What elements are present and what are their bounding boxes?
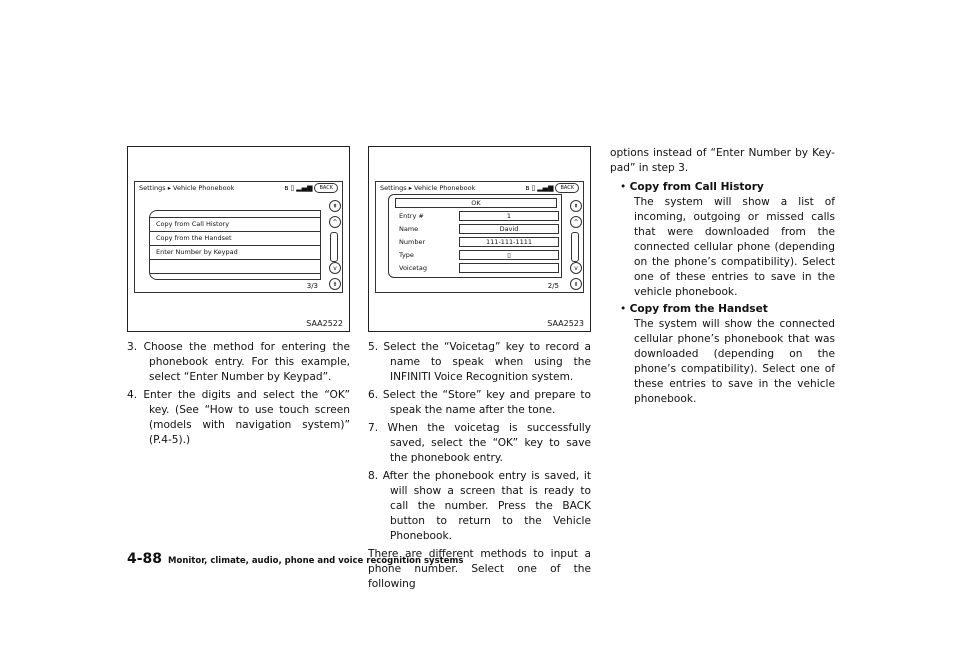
step-5 (368, 340, 591, 385)
back-button[interactable]: BACK (314, 183, 338, 193)
name-field[interactable]: David (459, 224, 559, 234)
column-1 (127, 340, 350, 451)
scroll-top-icon[interactable]: ⇞ (570, 200, 582, 212)
entry-number-field[interactable]: 1 (459, 211, 559, 221)
bluetooth-icon: ʙ (525, 184, 530, 192)
step-8 (368, 469, 591, 544)
page-indicator: 2/5 (547, 282, 559, 290)
figure-caption: SAA2523 (547, 319, 584, 328)
bullet-title: Copy from the Handset (629, 303, 768, 315)
phone-icon: ▯ (290, 184, 295, 192)
list-row-empty (150, 211, 320, 218)
bluetooth-icon: ʙ (284, 184, 289, 192)
scroll-bottom-icon[interactable]: ⇟ (329, 278, 341, 290)
scroll-down-icon[interactable]: v (570, 262, 582, 274)
method-list (149, 210, 321, 280)
figure-saa2522 (127, 146, 350, 332)
bullet-text: The system will show a list of incoming, outgoing or missed calls that were downloaded from the connected cellular phone (depending on the phone’s compatibility). Select one of these entries to save in the vehicle phonebook. (634, 196, 835, 298)
step-3 (127, 340, 350, 385)
list-item-keypad[interactable]: Enter Number by Keypad (150, 246, 320, 260)
status-icons (284, 183, 338, 193)
scroll-bottom-icon[interactable]: ⇟ (570, 278, 582, 290)
voicetag-field[interactable] (459, 263, 559, 273)
ok-button[interactable]: OK (395, 198, 557, 208)
scrollbar[interactable] (571, 232, 579, 262)
figure-saa2523 (368, 146, 591, 332)
scroll-up-icon[interactable]: ^ (329, 216, 341, 228)
field-label: Entry # (399, 212, 424, 220)
step-number: 4. (127, 389, 138, 401)
scroll-down-icon[interactable]: v (329, 262, 341, 274)
type-field[interactable]: ▯ (459, 250, 559, 260)
phonebook-screen (134, 181, 343, 293)
step-number: 3. (127, 341, 138, 353)
step-number: 5. (368, 341, 379, 353)
breadcrumb: Settings ▸ Vehicle Phonebook (139, 184, 235, 192)
signal-icon: ▂▄▆ (296, 184, 313, 192)
breadcrumb: Settings ▸ Vehicle Phonebook (380, 184, 476, 192)
step-number: 6. (368, 389, 379, 401)
bullet-title: Copy from Call History (629, 181, 764, 193)
bullet-call-history (610, 180, 835, 195)
scrollbar[interactable] (330, 232, 338, 262)
step-number: 7. (368, 422, 379, 434)
step-text: Enter the digits and select the “OK” key. (See “How to use touch screen (models with navigation system)” (P.4-5).) (143, 389, 350, 446)
column-3 (610, 146, 835, 409)
entry-form (388, 194, 562, 278)
bullet-text: The system will show the connected cellular phone’s phonebook that was downloaded (depending on the phone’s compatibility). Select one of these entries to save in the vehicle phonebook. (634, 318, 835, 405)
bullet-handset (610, 302, 835, 317)
page-footer (127, 548, 463, 567)
list-item-call-history[interactable]: Copy from Call History (150, 218, 320, 232)
number-field[interactable]: 111-111-1111 (459, 237, 559, 247)
entry-screen (375, 181, 584, 293)
bullet-icon: • (620, 303, 630, 315)
scroll-up-icon[interactable]: ^ (570, 216, 582, 228)
page-number: 4-88 (127, 551, 163, 567)
back-button[interactable]: BACK (555, 183, 579, 193)
list-row-empty (150, 260, 320, 274)
step-text: Select the “Store” key and prepare to speak the name after the tone. (382, 389, 591, 416)
step-text: Select the “Voicetag” key to record a name to speak when using the INFINITI Voice Recognition system. (383, 341, 591, 383)
step-text: Choose the method for entering the phonebook entry. For this example, select “Enter Number by Keypad”. (143, 341, 350, 383)
step-text: After the phonebook entry is saved, it will show a screen that is ready to call the number. Press the BACK button to return to the Vehicle Phonebook. (382, 470, 591, 542)
field-label: Voicetag (399, 264, 427, 272)
list-item-handset[interactable]: Copy from the Handset (150, 232, 320, 246)
page-indicator: 3/3 (306, 282, 318, 290)
section-title: Monitor, climate, audio, phone and voice recognition systems (168, 556, 464, 566)
step-6 (368, 388, 591, 418)
signal-icon: ▂▄▆ (537, 184, 554, 192)
paragraph: options instead of “Enter Number by Key-pad” in step 3. (610, 147, 835, 174)
figure-caption: SAA2522 (306, 319, 343, 328)
field-label: Type (399, 251, 414, 259)
bullet-icon: • (620, 181, 630, 193)
status-icons (525, 183, 579, 193)
phone-icon: ▯ (531, 184, 536, 192)
step-text: When the voicetag is successfully saved, select the “OK” key to save the phonebook entry. (387, 422, 591, 464)
step-number: 8. (368, 470, 379, 482)
paragraph: There are different methods to input a phone number. Select one of the following (368, 548, 591, 590)
field-label: Number (399, 238, 426, 246)
field-label: Name (399, 225, 419, 233)
step-4 (127, 388, 350, 448)
scroll-top-icon[interactable]: ⇞ (329, 200, 341, 212)
step-7 (368, 421, 591, 466)
